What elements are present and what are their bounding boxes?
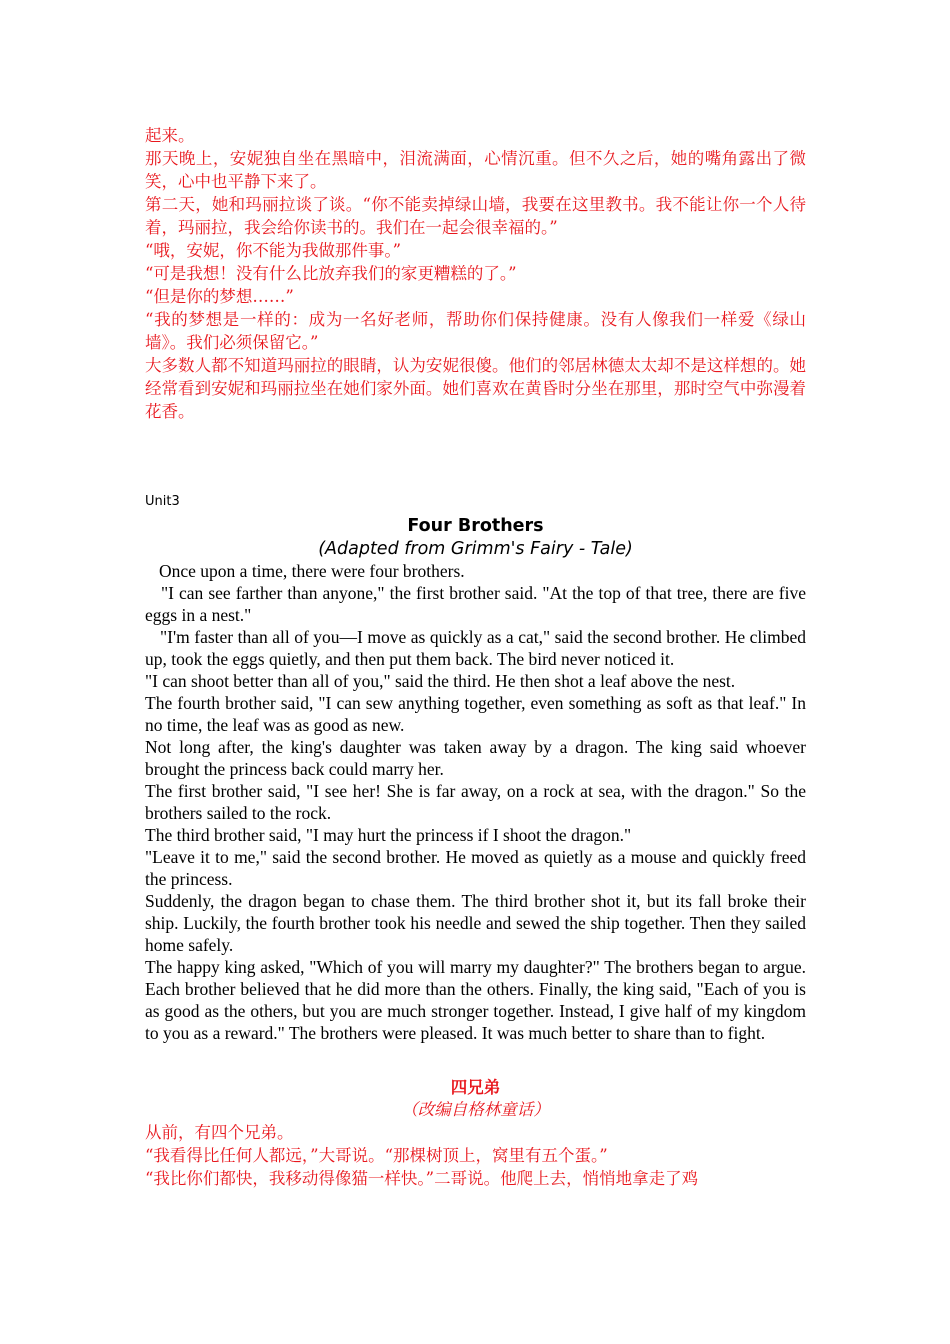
english-paragraph: "I can shoot better than all of you," said the third. He then shot a leaf above the nest. xyxy=(145,671,736,691)
chinese-paragraph: “我看得比任何人都远，”大哥说。“那棵树顶上，窝里有五个蛋。” xyxy=(145,1146,608,1165)
unit-label: Unit3 xyxy=(145,494,180,509)
document-page xyxy=(145,124,806,1190)
story-title: Four Brothers xyxy=(407,516,544,536)
chinese-paragraph: “可是我想！没有什么比放弃我们的家更糟糕的了。” xyxy=(145,264,517,283)
english-paragraph: The third brother said, "I may hurt the princess if I shoot the dragon." xyxy=(145,825,632,845)
english-paragraph: Once upon a time, there were four brothers. xyxy=(159,561,465,581)
english-paragraph: The fourth brother said, "I can sew anything together, even something as soft as that leaf." In no time, the leaf was as good as new. xyxy=(145,693,806,735)
chinese-paragraph: “但是你的梦想……” xyxy=(145,287,294,306)
story-subtitle: (Adapted from Grimm's Fairy - Tale) xyxy=(318,539,633,559)
spacer xyxy=(145,1044,806,1076)
chinese-paragraph: “我比你们都快，我移动得像猫一样快。”二哥说。他爬上去，悄悄地拿走了鸡 xyxy=(145,1169,699,1188)
spacer xyxy=(145,423,806,492)
english-paragraph: The first brother said, "I see her! She is far away, on a rock at sea, with the dragon." So the brothers sailed to the rock. xyxy=(145,781,806,823)
english-paragraph: "Leave it to me," said the second brother. He moved as quietly as a mouse and quickly freed the princess. xyxy=(145,847,806,889)
chinese-paragraph: “我的梦想是一样的：成为一名好老师，帮助你们保持健康。没有人像我们一样爱《绿山墙》。我们必须保留它。” xyxy=(145,310,806,352)
chinese-paragraph: “哦，安妮，你不能为我做那件事。” xyxy=(145,241,402,260)
english-paragraph: "I'm faster than all of you—I move as quickly as a cat," said the second brother. He climbed up, took the eggs quietly, and then put them back. The bird never noticed it. xyxy=(145,627,806,669)
chinese-story-subtitle: （改编自格林童话） xyxy=(401,1100,550,1119)
chinese-paragraph: 第二天，她和玛丽拉谈了谈。“你不能卖掉绿山墙，我要在这里教书。我不能让你一个人待着，玛丽拉，我会给你读书的。我们在一起会很幸福的。” xyxy=(145,195,806,237)
english-paragraph: The happy king asked, "Which of you will marry my daughter?" The brothers began to argue. Each brother believed that he did more than the others. Finally, the king said, "Each of you is as good as the others, but you are much stronger together. Instead, I give half of my kingdom to you as a reward." The brothers were pleased. It was much better to share than to fight. xyxy=(145,957,806,1043)
chinese-story-title: 四兄弟 xyxy=(450,1078,501,1097)
chinese-paragraph: 起来。 xyxy=(145,126,195,145)
english-paragraph: Not long after, the king's daughter was taken away by a dragon. The king said whoever brought the princess back could marry her. xyxy=(145,737,806,779)
english-paragraph: Suddenly, the dragon began to chase them. The third brother shot it, but its fall broke their ship. Luckily, the fourth brother took his needle and sewed the ship together. Then they sailed home safely. xyxy=(145,891,806,955)
english-paragraph: "I can see farther than anyone," the first brother said. "At the top of that tree, there are five eggs in a nest." xyxy=(145,583,806,625)
chinese-paragraph: 大多数人都不知道玛丽拉的眼睛，认为安妮很傻。他们的邻居林德太太却不是这样想的。她经常看到安妮和玛丽拉坐在她们家外面。她们喜欢在黄昏时分坐在那里，那时空气中弥漫着花香。 xyxy=(145,356,806,421)
chinese-paragraph: 那天晚上，安妮独自坐在黑暗中，泪流满面，心情沉重。但不久之后，她的嘴角露出了微笑，心中也平静下来了。 xyxy=(145,149,806,191)
chinese-paragraph: 从前，有四个兄弟。 xyxy=(145,1123,294,1142)
